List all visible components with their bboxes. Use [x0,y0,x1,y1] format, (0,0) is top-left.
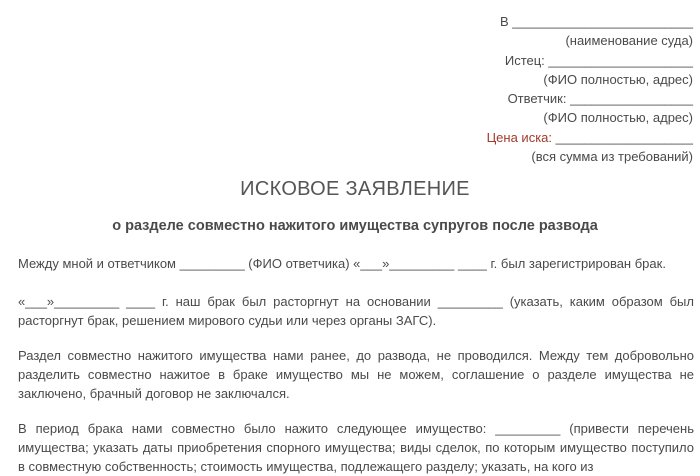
paragraph-property-list: В период брака нами совместно было нажито следующее имущество: _________ (привести перечень имущества; указать даты приобретения спорного имущества; виды сделок, по которым имущество поступило в совместную собственность; стоимость имущества, подлежащего разделу; указать, на кого из [18,421,694,474]
claim-price-hint: (вся сумма из требований) [531,149,693,165]
addressee-block [393,12,693,166]
defendant-line: Ответчик: _________________ [507,91,693,107]
document-title: ИСКОВОЕ ЗАЯВЛЕНИЕ [240,178,470,200]
court-hint: (наименование суда) [565,33,693,49]
paragraph-no-division: Раздел совместно нажитого имущества нами ранее, до развода, не проводился. Между тем добровольно разделить совместно нажитое в браке имущество мы не можем, соглашение о разделе имущества не заключено, брачный договор не заключался. [18,348,694,401]
plaintiff-hint: (ФИО полностью, адрес) [543,71,693,87]
claim-price-blank: ___________________ [552,129,693,145]
defendant-hint: (ФИО полностью, адрес) [543,110,693,126]
claim-price-label: Цена иска: [486,129,553,145]
paragraph-divorce: «___»_________ ____ г. наш брак был расторгнут на основании _________ (указать, каким образом был расторгнут брак, решением мирового судьи или через органы ЗАГС). [18,294,694,328]
court-line: В _________________________ [499,14,693,29]
plaintiff-line: Истец: ____________________ [504,52,693,68]
document-subtitle: о разделе совместно нажитого имущества супругов после развода [112,218,598,234]
claim-price-line [393,128,693,147]
paragraph-marriage-registration: Между мной и ответчиком _________ (ФИО ответчика) «___»_________ ____ г. был зарегистрирован брак. [18,256,666,271]
